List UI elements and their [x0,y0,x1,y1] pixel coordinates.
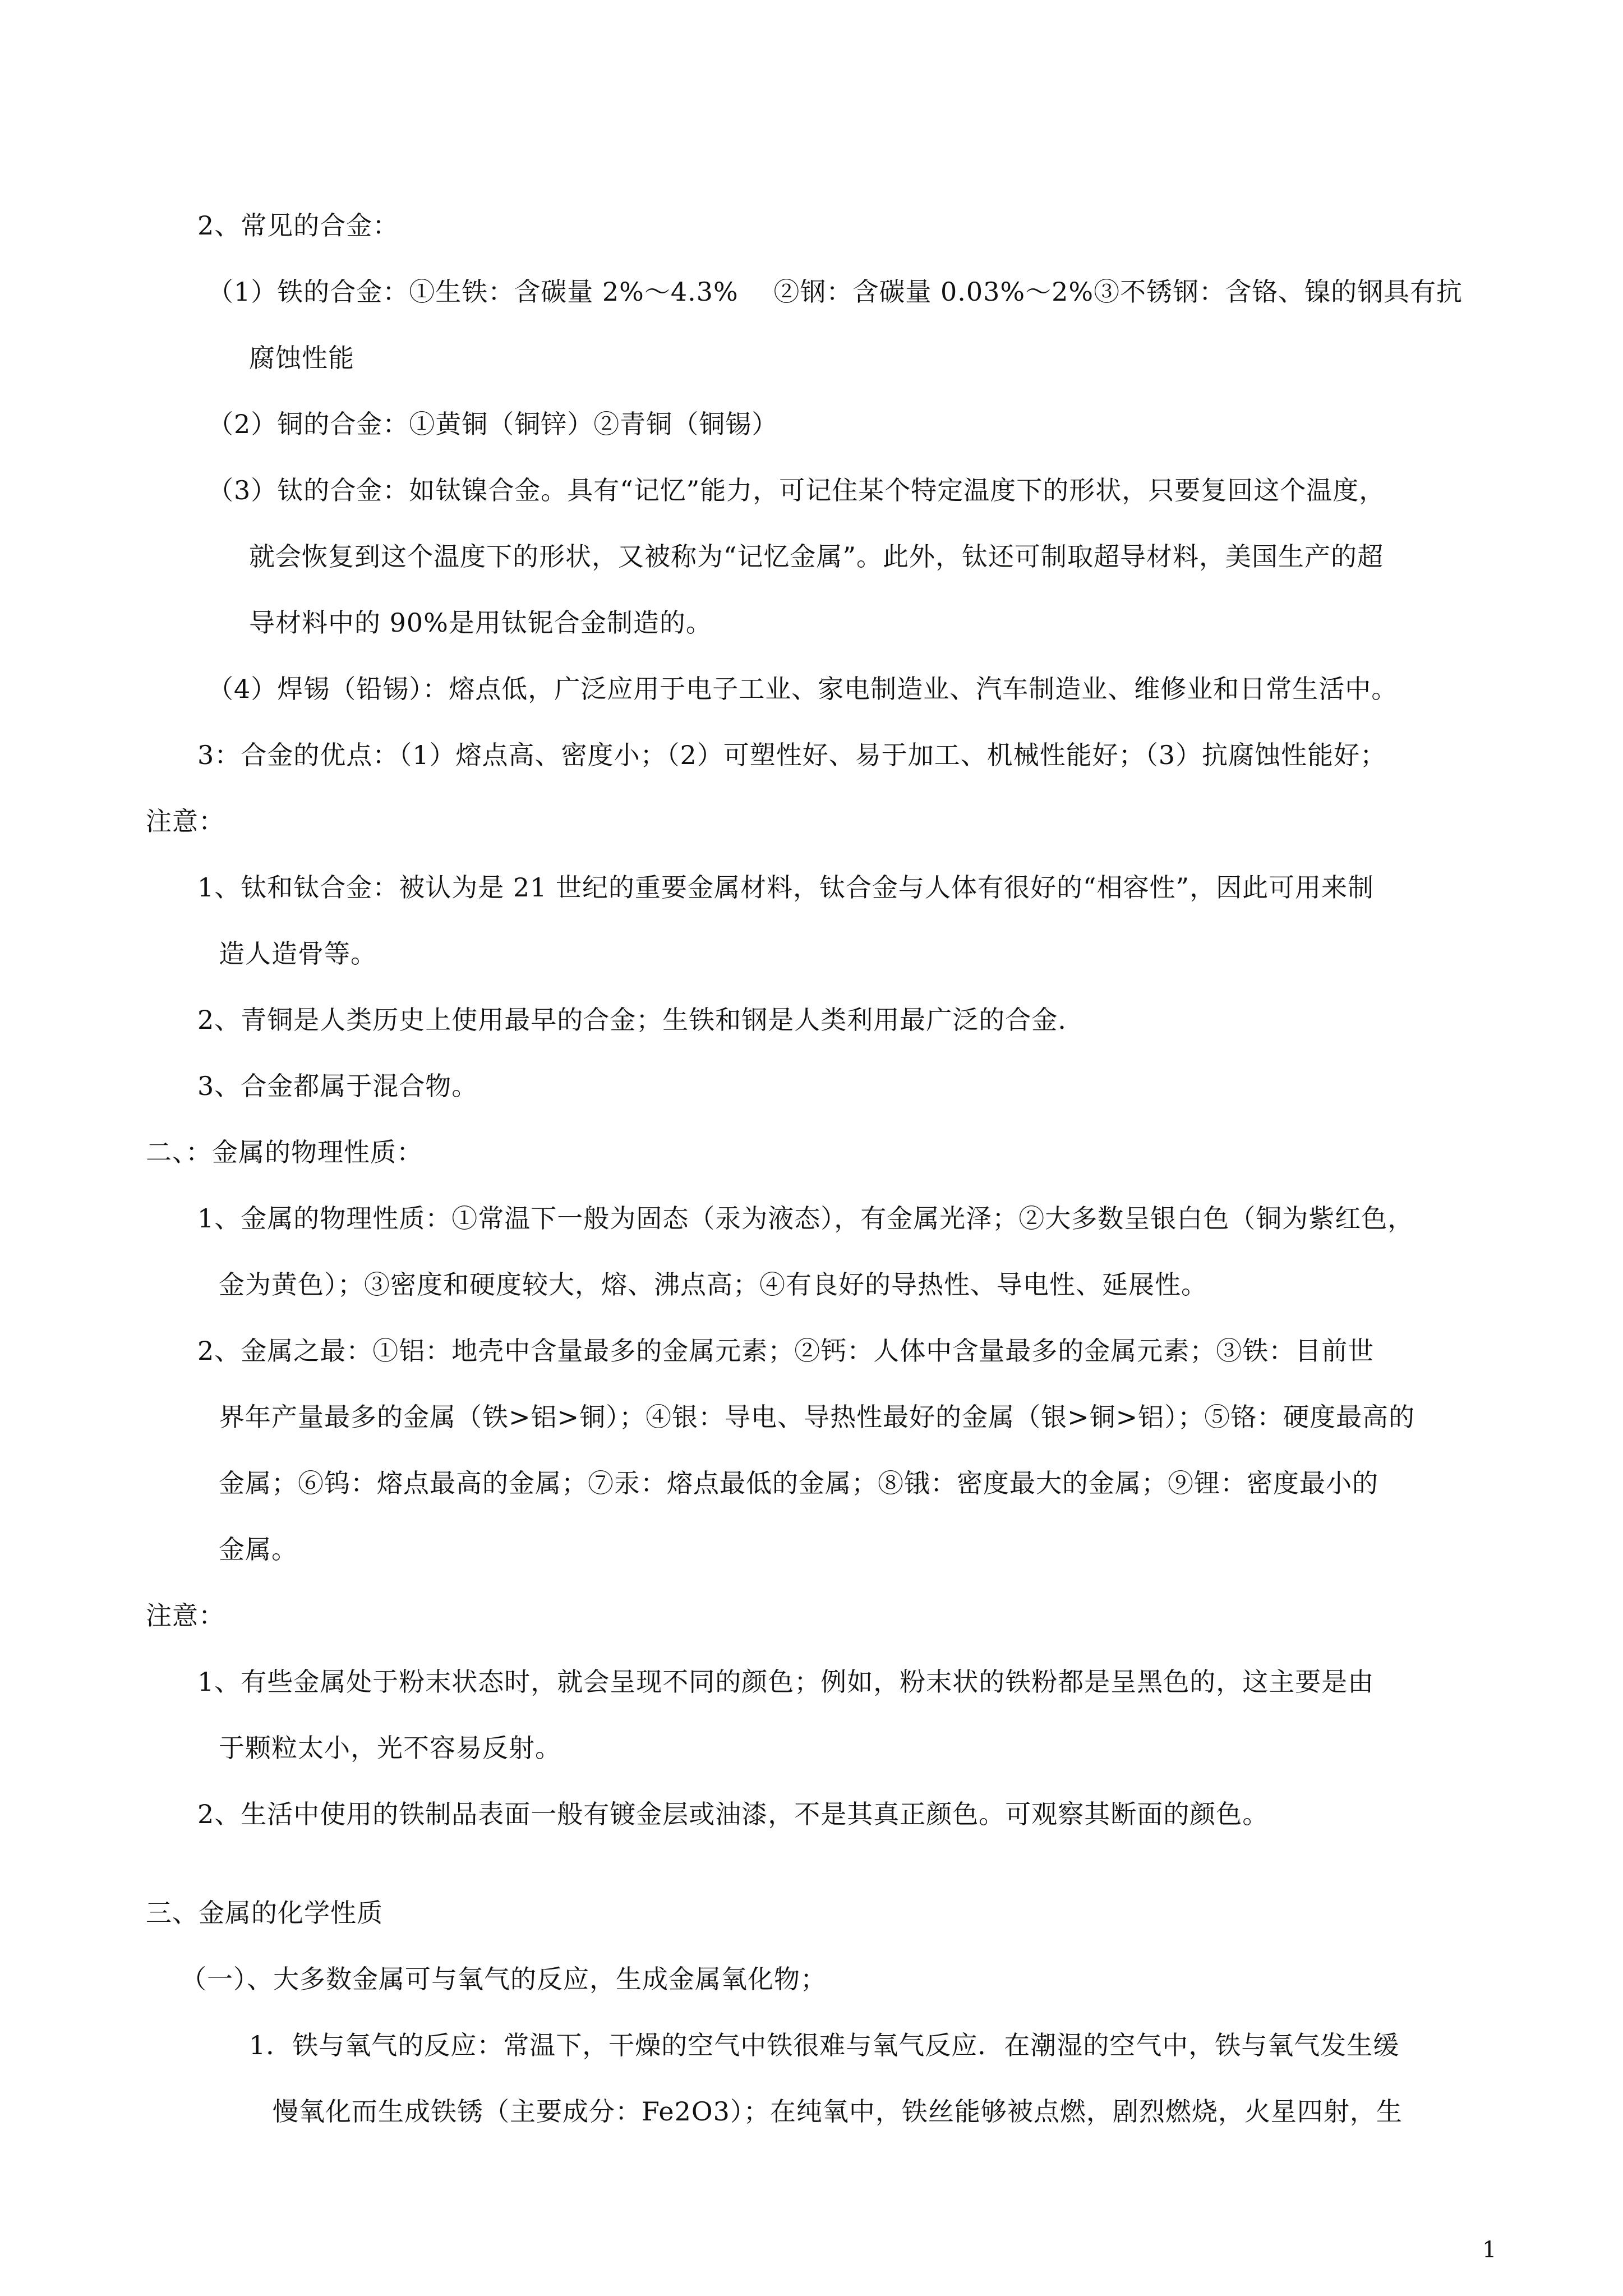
note1-item3: 3、合金都属于混合物。 [197,1071,478,1101]
iron-alloy-line: （1）铁的合金：①生铁：含碳量 2%～4.3% ②钢：含碳量 0.03%～2%③不锈钢：含铬、镍的钢具有抗 [208,277,1463,307]
metal-superlatives-line: 2、金属之最：①铝：地壳中含量最多的金属元素；②钙：人体中含量最多的金属元素；③铁：目前世 [197,1336,1375,1366]
note-heading-2: 注意： [146,1600,225,1631]
note1-item1: 1、钛和钛合金：被认为是 21 世纪的重要金属材料，钛合金与人体有很好的“相容性”，因此可用来制 [197,872,1375,903]
alloy-advantages-line: 3：合金的优点：（1）熔点高、密度小；（2）可塑性好、易于加工、机械性能好；（3）抗腐蚀性能好； [197,740,1387,770]
metal-superlatives-cont-2: 金属；⑥钨：熔点最高的金属；⑦汞：熔点最低的金属；⑧锇：密度最大的金属；⑨锂：密度最小的 [219,1468,1378,1498]
note2-item1: 1、有些金属处于粉末状态时，就会呈现不同的颜色；例如，粉末状的铁粉都是呈黑色的，这主要是由 [197,1667,1375,1697]
solder-line: （4）焊锡（铅锡）：熔点低，广泛应用于电子工业、家电制造业、汽车制造业、维修业和日常生活中。 [208,674,1398,704]
alloys-heading: 2、常见的合金： [197,210,399,241]
note1-item2: 2、青铜是人类历史上使用最早的合金；生铁和钢是人类利用最广泛的合金. [197,1005,1067,1035]
note-heading-1: 注意： [146,806,225,836]
titanium-alloy-line: （3）钛的合金：如钛镍合金。具有“记忆”能力，可记住某个特定温度下的形状，只要复回这个温度， [208,475,1386,505]
iron-alloy-cont: 腐蚀性能 [249,343,354,373]
titanium-alloy-cont-1: 就会恢复到这个温度下的形状，又被称为“记忆金属”。此外，钛还可制取超导材料，美国生产的超 [249,541,1384,572]
note1-item1-cont: 造人造骨等。 [219,938,377,969]
iron-oxygen-cont: 慢氧化而生成铁锈（主要成分：Fe2O3）；在纯氧中，铁丝能够被点燃，剧烈燃烧，火星四射，生 [273,2096,1403,2127]
section-2-heading: 二、：金属的物理性质： [146,1137,423,1167]
metal-superlatives-cont-3: 金属。 [219,1534,298,1565]
titanium-alloy-cont-2: 导材料中的 90%是用钛铌合金制造的。 [249,608,712,638]
iron-oxygen-line: 1．铁与氧气的反应：常温下，干燥的空气中铁很难与氧气反应．在潮湿的空气中，铁与氧气发生缓 [249,2030,1400,2060]
subsection-1-heading: （一）、大多数金属可与氧气的反应，生成金属氧化物； [181,1964,827,1994]
note2-item2: 2、生活中使用的铁制品表面一般有镀金层或油漆，不是其真正颜色。可观察其断面的颜色。 [197,1799,1269,1829]
physical-properties-line: 1、金属的物理性质：①常温下一般为固态（汞为液态），有金属光泽；②大多数呈银白色（铜为紫红色， [197,1203,1414,1234]
metal-superlatives-cont-1: 界年产量最多的金属（铁>铝>铜）；④银：导电、导热性最好的金属（银>铜>铝）；⑤铬：硬度最高的 [219,1402,1415,1432]
copper-alloy-line: （2）铜的合金：①黄铜（铜锌）②青铜（铜锡） [208,409,778,439]
section-3-heading: 三、金属的化学性质 [146,1898,383,1928]
physical-properties-cont: 金为黄色）；③密度和硬度较大，熔、沸点高；④有良好的导热性、导电性、延展性。 [219,1269,1207,1300]
note2-item1-cont: 于颗粒太小，光不容易反射。 [219,1733,561,1763]
page-number: 1 [1482,2237,1497,2263]
